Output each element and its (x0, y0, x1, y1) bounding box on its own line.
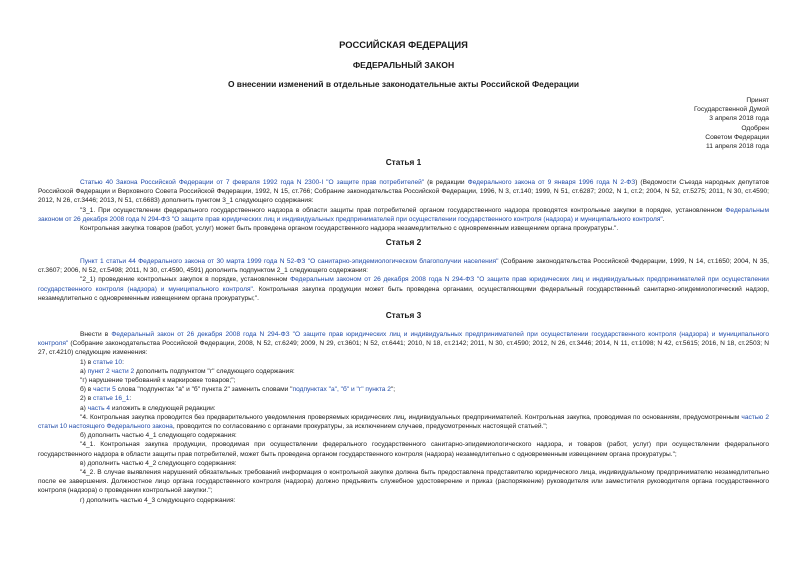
list-item: а) пункт 2 части 2 дополнить подпунктом "г" следующего содержания: (80, 367, 295, 375)
adoption-line: Одобрен (741, 124, 769, 132)
adoption-line: Советом Федерации (705, 133, 769, 141)
adoption-line: Государственной Думой (694, 106, 769, 114)
law-link[interactable]: части 5 (93, 386, 116, 394)
list-item: "4_1. Контрольная закупка продукции, проводимая при осуществлении федерального государственного санитарно-эпидемиологического надзора, и товаров (работ, услуг) при осуществлении федерального государственного надзора в области защиты прав потребителей, может быть проведена органом государственного контроля (надзора) незамедлительно с одновременным извещением органа прокуратуры."; (38, 441, 769, 458)
law-link[interactable]: Федеральный закон от 26 декабря 2008 года N 294-ФЗ "О защите прав юридических лиц и индивидуальных предпринимателей при осуществлении государственного контроля (надзора) и муниципального контроля" (38, 331, 769, 348)
paragraph: "2_1) проведение контрольных закупок в порядке, установленном Федеральным законом от 26 декабря 2008 года N 294-ФЗ "О защите прав юридических лиц и индивидуальных предпринимателей при осуществлении государственного контроля (надзора) и муниципального контроля". Контрольная закупка продукции может быть проведена органами, осуществляющими федеральный государственный санитарно-эпидемиологический надзор, незамедлительно с одновременным извещением органа прокуратуры;". (38, 276, 769, 302)
adoption-line: 11 апреля 2018 года (706, 143, 769, 151)
article-1-body (38, 178, 769, 233)
law-link[interactable]: статье 16_1 (93, 395, 130, 403)
law-link[interactable]: статье 10 (93, 358, 123, 366)
law-link[interactable]: Федеральным законом от 26 декабря 2008 года N 294-ФЗ "О защите прав юридических лиц и индивидуальных предпринимателей при осуществлении государственного контроля (надзора) и муниципального контроля" (38, 206, 769, 223)
paragraph: "3_1. При осуществлении федерального государственного надзора в области защиты прав потребителей органом государственного надзора проводятся контрольные закупки в порядке, установленном Федеральным законом от 26 декабря 2008 года N 294-ФЗ "О защите прав юридических лиц и индивидуальных предпринимателей при осуществлении государственного контроля (надзора) и муниципального контроля". (38, 206, 769, 223)
law-link[interactable]: частью 2 статьи 10 настоящего Федерального закона (38, 413, 769, 431)
list-item: "г) нарушение требований к маркировке товаров;"; (80, 377, 236, 385)
list-item: г) дополнить частью 4_3 следующего содержания: (80, 496, 236, 504)
list-item: 2) в статье 16_1: (80, 395, 132, 403)
list-item: в) дополнить частью 4_2 следующего содержания: (80, 459, 237, 467)
law-link[interactable]: часть 4 (87, 404, 111, 412)
adoption-line: Принят (746, 97, 769, 104)
law-link[interactable]: подпунктах "а", "б" и "г" пункта 2 (292, 386, 391, 394)
law-link[interactable]: Пункт 1 статьи 44 Федерального закона от 30 марта 1999 года N 52-ФЗ "О санитарно-эпидемиологическом благополучии населения" (80, 258, 499, 265)
article-1-heading: Статья 1 (385, 157, 422, 167)
country-heading: РОССИЙСКАЯ ФЕДЕРАЦИЯ (339, 39, 468, 50)
article-2-body (38, 257, 769, 303)
list-item: а) часть 4 изложить в следующей редакции: (80, 404, 216, 412)
list-item: "4. Контрольная закупка проводится без предварительного уведомления проверяемых юридических лиц, индивидуальных предпринимателей. Контрольная закупка, проводимая по основаниям, предусмотренным частью 2 статьи 10 настоящего Федерального закона, проводится по согласованию с органами прокуратуры, за исключением случаев, предусмотренных настоящей статьей."; (38, 413, 769, 431)
paragraph: Внести в Федеральный закон от 26 декабря 2008 года N 294-ФЗ "О защите прав юридических лиц и индивидуальных предпринимателей при осуществлении государственного контроля (надзора) и муниципального контроля" (Собрание законодательства Российской Федерации, 2008, N 52, ст.6249; 2009, N 29, ст.3601; N 52, ст.6441; 2010, N 18, ст.2142; 2011, N 30, ст.4590; 2012, N 26, ст.3446; 2014, N 11, ст.1098; N 42, ст.5615; 2016, N 18, ст.2503; N 27, ст.4210) следующие изменения: (38, 331, 769, 357)
article-2-heading: Статья 2 (385, 237, 422, 247)
law-link[interactable]: Статью 40 Закона Российской Федерации от 7 февраля 1992 года N 2300-I "О защите прав потребителей" (80, 179, 425, 186)
adoption-block (694, 96, 769, 151)
list-item: б) в части 5 слова "подпунктах "а" и "б" пункта 2" заменить словами "подпунктах "а", "б" и "г" пункта 2"; (80, 386, 396, 394)
paragraph: Пункт 1 статьи 44 Федерального закона от 30 марта 1999 года N 52-ФЗ "О санитарно-эпидемиологическом благополучии населения" (Собрание законодательства Российской Федерации, 1999, N 14, ст.1650; 2004, N 35, ст.3607; 2006, N 52, ст.5498; 2011, N 30, ст.4590, 4591) дополнить подпунктом 2_1 следующего содержания: (38, 258, 769, 275)
doc-type-heading: ФЕДЕРАЛЬНЫЙ ЗАКОН (352, 60, 455, 70)
list-item: б) дополнить частью 4_1 следующего содержания: (80, 432, 237, 440)
law-link[interactable]: Федеральным законом от 26 декабря 2008 года N 294-ФЗ "О защите прав юридических лиц и индивидуальных предпринимателей при осуществлении государственного контроля (надзора) и муниципального контроля" (38, 276, 769, 293)
paragraph: Статью 40 Закона Российской Федерации от 7 февраля 1992 года N 2300-I "О защите прав потребителей" (в редакции Федерального закона от 9 января 1996 года N 2-ФЗ) (Ведомости Съезда народных депутатов Российской Федерации и Верховного Совета Российской Федерации, 1992, N 15, ст.766; Собрание законодательства Российской Федерации, 1996, N 3, ст.140; 1999, N 51, ст.6287; 2002, N 1, ст.2; 2004, N 52, ст.5275; 2011, N 30, ст.4590; 2012, N 26, ст.3446; 2013, N 51, ст.6683) дополнить пунктом 3_1 следующего содержания: (38, 179, 769, 205)
list-item: "4_2. В случае выявления нарушений обязательных требований информация о контрольной закупке должна быть предоставлена представителю юридического лица, индивидуальному предпринимателю незамедлительно после ее завершения. Должностное лицо органа государственного контроля (надзора) должно предъявить служебное удостоверение и приказ (распоряжение) руководителя или заместителя руководителя органа государственного контроля (надзора) о проведении контрольной закупки."; (38, 469, 769, 495)
law-link[interactable]: пункт 2 части 2 (87, 367, 135, 375)
paragraph: Контрольная закупка товаров (работ, услуг) может быть проведена органом государственного надзора незамедлительно с одновременным извещением органа прокуратуры.". (80, 225, 619, 233)
document-title: О внесении изменений в отдельные законодательные акты Российской Федерации (227, 79, 580, 89)
article-3-body (38, 330, 769, 505)
article-3-heading: Статья 3 (385, 310, 422, 320)
adoption-line: 3 апреля 2018 года (709, 115, 769, 123)
law-link[interactable]: Федерального закона от 9 января 1996 года N 2-ФЗ (467, 179, 636, 186)
list-item: 1) в статье 10: (80, 358, 124, 366)
